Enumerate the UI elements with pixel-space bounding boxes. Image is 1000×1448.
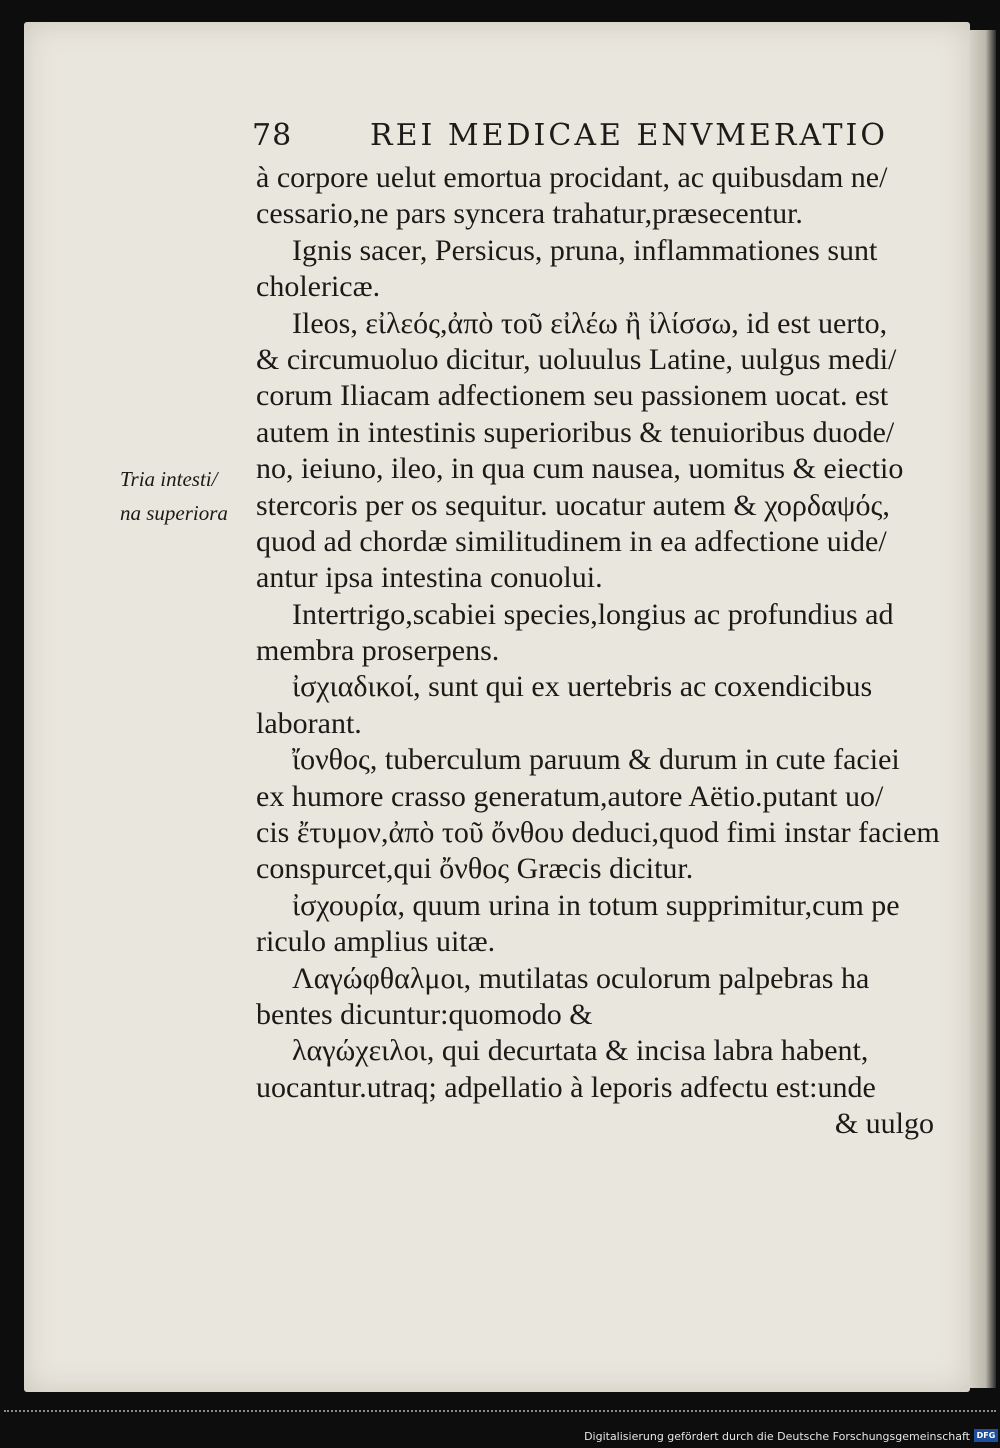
text-line: Λαγώφθαλμοι, mutilatas oculorum palpebras ha — [292, 961, 870, 995]
catchword: & uulgo — [834, 1107, 934, 1141]
text-line: Intertrigo,scabiei species,longius ac profundius ad — [292, 597, 894, 631]
text-line: ἰσχιαδικοί, sunt qui ex uertebris ac coxendicibus — [292, 670, 873, 704]
marginal-note-line: Tria intesti/ — [120, 467, 218, 491]
text-line: laborant. — [256, 706, 362, 740]
text-line: cholericæ. — [256, 270, 381, 304]
text-line: cis ἔτυμον,ἀπὸ τοῦ ὄνθου deduci,quod fimi instar faciem — [256, 816, 940, 850]
text-line: stercoris per os sequitur. uocatur autem & χορδαψός, — [256, 488, 890, 522]
page-edge — [970, 30, 996, 1388]
running-head — [252, 118, 952, 158]
marginal-note — [120, 462, 250, 530]
text-line: antur ipsa intestina conuolui. — [256, 561, 603, 595]
funding-credit: Digitalisierung gefördert durch die Deutsche Forschungsgemeinschaft — [584, 1430, 970, 1443]
text-line: no, ieiuno, ileo, in qua cum nausea, uomitus & eiectio — [256, 452, 904, 486]
text-line: quod ad chordæ similitudinem in ea adfectione uide/ — [256, 524, 887, 558]
text-line: ἰσχουρία, quum urina in totum supprimitur,cum pe — [292, 888, 900, 922]
body-text — [256, 160, 946, 1143]
dfg-logo: DFG — [974, 1429, 998, 1442]
text-line: corum Iliacam adfectionem seu passionem uocat. est — [256, 379, 889, 413]
text-line: uocantur.utraq; adpellatio à leporis adfectu est:unde — [256, 1070, 876, 1104]
footer-bar — [0, 1406, 1000, 1448]
marginal-note-line: na superiora — [120, 501, 228, 525]
text-line: cessario,ne pars syncera trahatur,præsecentur. — [256, 197, 803, 231]
text-line: ἴονθος, tuberculum paruum & durum in cute faciei — [292, 743, 900, 777]
text-line: ex humore crasso generatum,autore Aëtio.putant uo/ — [256, 779, 884, 813]
text-line: riculo amplius uitæ. — [256, 925, 496, 959]
text-line: bentes dicuntur:quomodo & — [256, 997, 593, 1031]
dotted-rule — [4, 1410, 996, 1412]
page-number: 78 — [252, 118, 293, 153]
text-line: λαγώχειλοι, qui decurtata & incisa labra habent, — [292, 1034, 869, 1068]
text-line: membra proserpens. — [256, 634, 500, 668]
text-line: conspurcet,qui ὄνθος Græcis dicitur. — [256, 852, 694, 886]
text-line: & circumuoluo dicitur, uoluulus Latine, uulgus medi/ — [256, 342, 897, 376]
text-line: Ignis sacer, Persicus, pruna, inflammationes sunt — [292, 233, 878, 267]
text-line: Ileos, εἰλεός,ἀπὸ τοῦ εἰλέω ἢ ἰλίσσω, id est uerto, — [292, 306, 888, 340]
text-line: à corpore uelut emortua procidant, ac quibusdam ne/ — [256, 161, 888, 194]
text-line: autem in intestinis superioribus & tenuioribus duode/ — [256, 415, 895, 449]
running-title: REI MEDICAE ENVMERATIO — [370, 118, 888, 153]
